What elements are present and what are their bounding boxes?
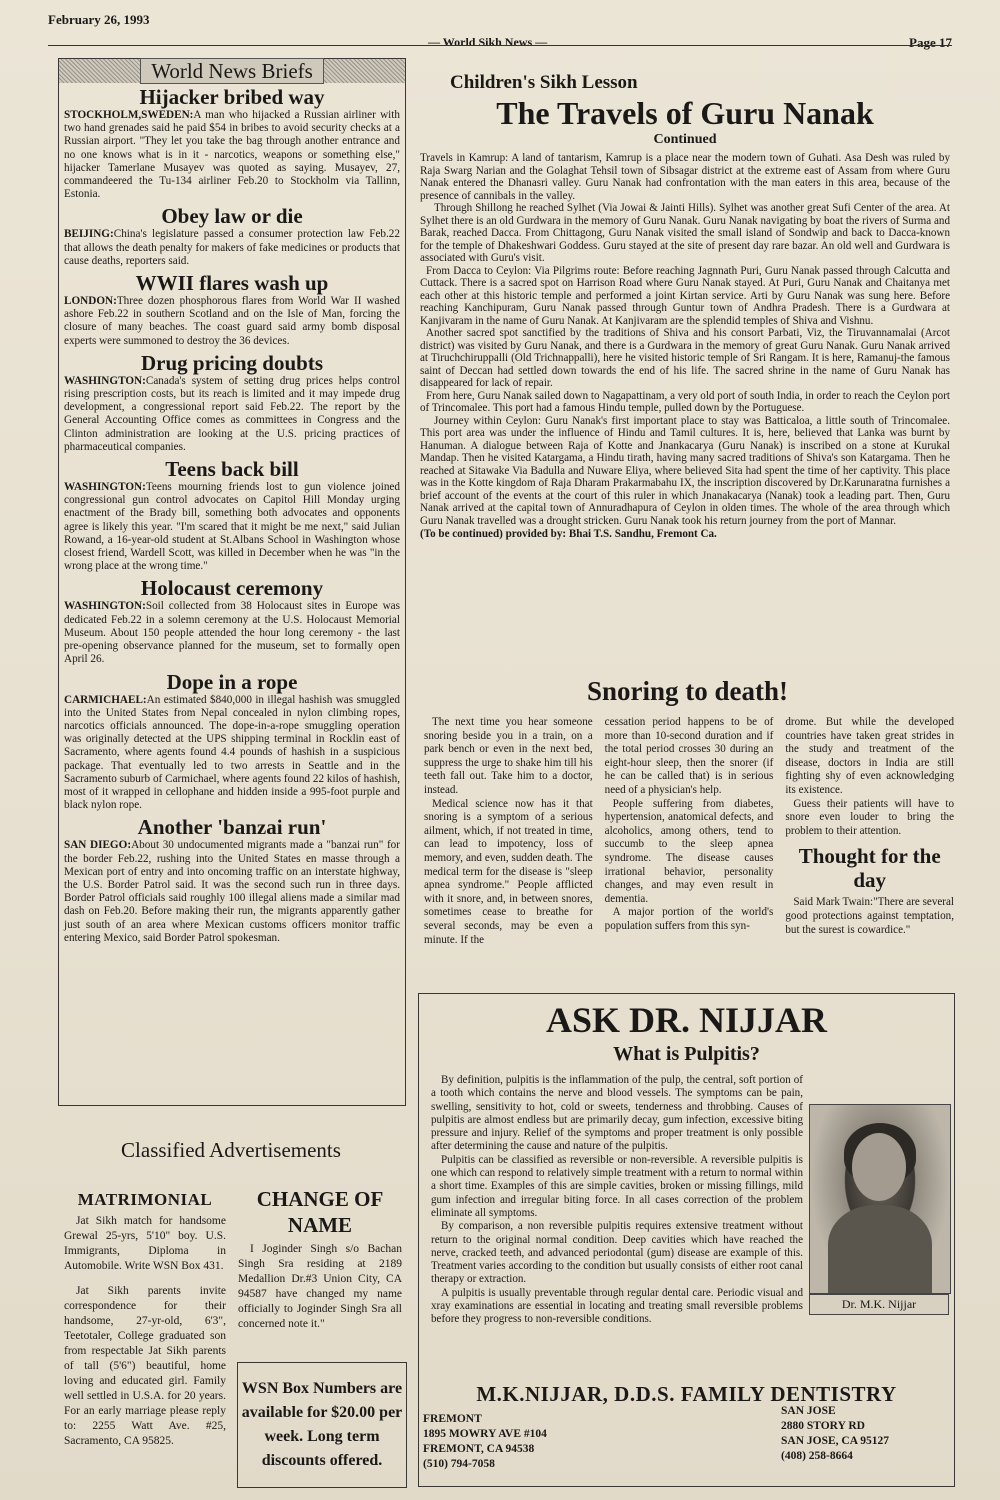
ask-dr-nijjar-box xyxy=(418,993,955,1487)
issue-date: February 26, 1993 xyxy=(48,12,150,27)
sikh-lesson-article xyxy=(420,72,950,541)
world-news-briefs-banner xyxy=(59,59,405,83)
brief-body: LONDON:Three dozen phosphorous flares from World War II washed ashore Feb.22 in southern Scotland and on the Isle of Man, forcing the closure of many beaches. The coast guard said army bomb disposal experts were summoned to destroy the 36 devices. xyxy=(64,295,400,347)
world-news-briefs-box xyxy=(58,58,406,1106)
snoring-article xyxy=(424,716,954,947)
brief-headline: Another 'banzai run' xyxy=(137,815,327,840)
brief-headline: Drug pricing doubts xyxy=(140,350,324,375)
masthead xyxy=(48,10,952,50)
thought-for-the-day-heading: Thought for the day xyxy=(798,844,941,893)
lesson-paragraph: Another sacred spot sanctified by the traditions of Shiva and his consort Parbati, Viz, the Tiruvannamalai (Arcot district) was visited by Guru Nanak, and there is a Gurdwara in the memory of great Guru Nanak. Guru Nanak arrived at Tiruchchiruppalli (Old Trichnappalli), here he visited historic temple of Sri Rangam. It is here, Ramanuj-the famous saint of Deccan had settled down towards the end of his life. The sacred shrine in the name of Guru Nanak has disappeared for lack of repair. xyxy=(420,327,950,389)
snoring-paragraph: drome. But while the developed countries have taken great strides in the study and treatment of the disease, doctors in India are still fighting shy of even acknowledging its existence. xyxy=(785,716,955,796)
lesson-paragraph: From Dacca to Ceylon: Via Pilgrims route: Before reaching Jagnnath Puri, Guru Nanak passed through Calcutta and Cuttack. There is a sacred spot on Harrison Road where Guru Nanak stayed. At Puri, Guru Nanak and Chaitanya met each other at this historic temple and performed a joint Kirtan service. Arti by Guru Nanak was sung here. Before reaching Kanchipuram, Guru Nanak passed through Guntur town of Andhra Pradesh. There is a Gurdwara at Kanjivaram in the name of Guru Nanak. At Kanjivaram are the splendid temples of Shiva and Vishnu. xyxy=(420,264,950,327)
brief-headline: Holocaust ceremony xyxy=(140,576,324,601)
fremont-address: FREMONT 1895 MOWRY AVE #104 FREMONT, CA 94538 (510) 794-7058 xyxy=(423,1413,547,1470)
dr-nijjar-paragraph: Pulpitis can be classified as reversible or non-reversible. A reversible pulpitis is one which can respond to relatively simple treatment with a return to normal within a short time. Examples of this are simple cavities, broken or missing fillings, mild gum infection and irregular biting force. In all cases correction of the problem eliminate all symptoms. xyxy=(431,1153,803,1219)
brief-headline: Teens back bill xyxy=(165,457,299,482)
classified-ad: Jat Sikh match for handsome Grewal 25-yrs, 5'10" boy. U.S. Immigrants, Diploma in Automobile. Write WSN Box 431. xyxy=(64,1215,226,1272)
lesson-paragraph: Through Shillong he reached Sylhet (Via Jowai & Jainti Hills). Sylhet was another great Sufi Center of the area. At Sylhet there is an old Gurdwara in the memory of Guru Nanak. Guru Nanak navigating by boat the rivers of Surma and Barak, reached Dacca. From Chittagong, Guru Nanak visited the small island of Sondwip and back to Dacca-known for the temple of Dhakeshwari Goddess. Guru stayed at the site of present day rare bazar. An old well and Gurdwara is associated with Guru's visit. xyxy=(420,202,950,264)
dr-nijjar-paragraph: A pulpitis is usually preventable through regular dental care. Periodic visual and xray examinations are essential in locating and treating small reversible problems before they progress to non-reversible conditions. xyxy=(431,1286,803,1326)
publication-name: — World Sikh News — xyxy=(428,35,548,49)
dentistry-name: M.K.NIJJAR, D.D.S. FAMILY DENTISTRY xyxy=(476,1382,897,1406)
brief-body: WASHINGTON:Soil collected from 38 Holocaust sites in Europe was dedicated Feb.22 in a solemn ceremony at the U.S. Holocaust Memorial Museum. About 150 people attended the hour long ceremony - the last pre-opening observance planned for the museum, set to formally open April 26. xyxy=(64,600,400,666)
snoring-headline: Snoring to death! xyxy=(586,676,789,706)
brief-body: WASHINGTON:Teens mourning friends lost to gun violence joined congressional gun control advocates on Capitol Hill Monday urging enactment of the Brady bill, something both advocates and opponents agree is likely this year. "I'm scared that it might be me next," said Julian Rowand, a 16-year-old student at St.Albans School in Washington whose closest friend, Wardell Scott, was killed in December when he was "in the wrong place at the wrong time." xyxy=(64,481,400,573)
snoring-paragraph: A major portion of the world's population suffers from this syn- xyxy=(604,906,774,932)
snoring-paragraph: Medical science now has it that snoring is a symptom of a serious ailment, which, if not treated in time, can lead to impotency, loss of memory, and even, sudden death. The medical term for the disease is "sleep apnea syndrome." People afflicted with it snore, and, in between snores, sometimes cease to breathe for several seconds, may be even a minute. If the xyxy=(424,797,593,946)
lesson-continued: Continued xyxy=(653,132,717,147)
matrimonial-column xyxy=(64,1190,226,1449)
brief-headline: Hijacker bribed way xyxy=(139,85,325,109)
lesson-kicker: Children's Sikh Lesson xyxy=(450,72,638,93)
classifieds-title: Classified Advertisements xyxy=(121,1138,341,1162)
snoring-paragraph: Guess their patients will have to snore even louder to bring the problem to their attention. xyxy=(785,797,955,837)
dr-nijjar-photo-block xyxy=(809,1104,949,1315)
dr-nijjar-paragraph: By definition, pulpitis is the inflammation of the pulp, the central, soft portion of a tooth which contains the nerve and blood vessels. The symptoms can be pain, swelling, sensitivity to hot, cold or sweets, tenderness and throbbing. Causes of pulpitis are almost endless but are primarily decay, gum infection, excessive biting pressure and injury. Relief of the symptoms and proper treatment is only possible after determining the cause and nature of the pulpitis. xyxy=(431,1074,803,1153)
lesson-paragraph: Journey within Ceylon: Guru Nanak's first important place to stay was Batticaloa, a little south of Trincomalee. This port area was under the influence of Hindu and Tamil cultures. It is, here, believed that Lanka was burnt by Hanuman. A dialogue between Raja of Kotte and Jnankacarya (Guru Nanak) is inscribed on a stone at Kurukal Mandap. Then he visited Katargama, a Hindu tirath, having many sacred traditions of Shiva's son Katargama. Then he reached at Sitawake Via Badulla and Nuware Eliya, where believed Sita had spent the time of her captivity. This place was in the Kotte kingdom of Raja Dharam Prakarmabahu IX, the inscription discovered by Dr.Karunaratna furnishes a brief account of the events at the court of this ruler in which Jnanakacarya (Nanak) took a leading part. Then, Guru Nanak arrived at the capital town of Annuradhapura of Ceylon in olden times. The whole of the area through which Guru Nanak travelled was a drought stricken. Guru Nanak took his return journey from the port of Mannar. xyxy=(420,414,950,527)
thought-for-the-day-text: Said Mark Twain:"There are several good protections against temptation, but the surest is cowardice." xyxy=(785,896,955,936)
change-of-name-column xyxy=(238,1186,402,1332)
brief-headline: WWII flares wash up xyxy=(135,271,329,296)
classified-ad: I Joginder Singh s/o Bachan Singh Sra residing at 2189 Medallion Dr.#3 Union City, CA 94587 have changed my name officially to Joginder Singh Sra all concerned note it." xyxy=(238,1243,402,1330)
san-jose-address: SAN JOSE 2880 STORY RD SAN JOSE, CA 95127 (408) 258-8664 xyxy=(781,1405,889,1462)
brief-body: STOCKHOLM,SWEDEN:A man who hijacked a Russian airliner with two hand grenades said he paid $54 in bribes to avoid security checks at a Russian airport. "They let you take the bag through another entrance and no one knows what is in it - narcotics, weapons or something else," hijacker Tamerlane Musayev was quoted as saying. Musayev, 27, commandeered the Tu-134 airliner Feb.20 to Stockholm via Tallinn, Estonia. xyxy=(64,109,400,201)
brief-body: WASHINGTON:Canada's system of setting drug prices helps control rising prescription costs, but its reach is limited and it may impede drug development, a congressional report said Feb.22. The report by the General Accounting Office comes as committees in Congress and the Clinton administration are looking at the U.S. pricing practices of pharmaceutical companies. xyxy=(64,374,400,453)
dr-nijjar-question: What is Pulpitis? xyxy=(613,1043,760,1065)
lesson-paragraph: From here, Guru Nanak sailed down to Nagapattinam, a very old port of south India, in order to reach the Ceylon port of Trincomalee. This port had a famous Hindu temple, pulled down by the Portuguese. xyxy=(420,389,950,414)
snoring-paragraph: People suffering from diabetes, hypertension, anatomical defects, and alcoholics, among others, tend to succumb to the sleep apnea syndrome. The disease causes irrational behavior, personality changes, and may even result in dementia. xyxy=(604,797,774,905)
change-of-name-heading: CHANGE OF NAME xyxy=(256,1187,384,1237)
lesson-paragraph: Travels in Kamrup: A land of tantarism, Kamrup is a place near the modern town of Guhati. Asa Desh was ruled by Raja Swarg Narian and the Golaghat Tehsil town of Sibsagar district at the extreme east of Assam from where Guru Nanak entered the Dhanasri valley. Guru Nanak had confrontation with the man eaters in this area, because of the presence of cannibals in the valley. xyxy=(420,152,950,202)
wsn-box-numbers-ad xyxy=(237,1362,407,1488)
masthead-rule xyxy=(48,45,952,46)
dr-nijjar-title: ASK DR. NIJJAR xyxy=(545,1000,828,1040)
brief-headline: Obey law or die xyxy=(161,204,303,229)
page-number: Page 17 xyxy=(909,35,952,50)
classified-ad: Jat Sikh parents invite correspondence for their handsome, 27-yr-old, 6'3", Teetotaler, College graduated son from respectable Jat Sikh parents of tall (5'6") beautiful, home loving and educated girl. Family well settled in U.S.A. for 20 years. For an early marriage please reply to: 2255 Watt Ave. #25, Sacramento, CA 95825. xyxy=(64,1285,226,1447)
brief-body: CARMICHAEL:An estimated $840,000 in illegal hashish was smuggled into the United States from Nepal concealed in nylon climbing ropes, narcotics officials announced. The dope-in-a-rope smuggling operation was originally detected at the UPS shipping terminal in Rocklin east of Sacramento, where agents found 4.4 pounds of hashish in a suspicious package. That eventually led to two arrests in Seattle and in the Sacramento suburb of Carmichael, where agents found 22 kilos of hashish, most of it wrapped in cellophane and hidden inside a 995-foot purple and black nylon rope. xyxy=(64,693,400,812)
snoring-paragraph: cessation period happens to be of more than 10-second duration and if the total period crosses 30 during an eight-hour sleep, then the snorer (if he can be called that) is in serious need of a physician's help. xyxy=(604,716,774,796)
dr-nijjar-paragraph: By comparison, a non reversible pulpitis requires extensive treatment without return to the original normal condition. Deep cavities which have reached the nerve, cracked teeth, and advanced periodontal (gum) disease are example of this. Treatment varies according to the condition but usually consists of either root canal therapy or extraction. xyxy=(431,1220,803,1286)
brief-headline: Dope in a rope xyxy=(166,669,298,694)
lesson-credit: (To be continued) provided by: Bhai T.S. Sandhu, Fremont Ca. xyxy=(420,528,717,540)
wsn-box-numbers-text: WSN Box Numbers are available for $20.00 per week. Long term discounts offered. xyxy=(241,1380,403,1469)
snoring-paragraph: The next time you hear someone snoring beside you in a train, on a park bench or even in the next bed, suppress the urge to shake him till his teeth fall out. Take him to a doctor, instead. xyxy=(424,716,593,796)
brief-body: BEIJING:China's legislature passed a consumer protection law Feb.22 that allows the death penalty for makers of fake medicines or products that cause deaths, reporters said. xyxy=(64,228,400,267)
dr-nijjar-photo-caption: Dr. M.K. Nijjar xyxy=(809,1294,949,1315)
brief-body: SAN DIEGO:About 30 undocumented migrants made a "banzai run" for the border Feb.22, rushing into the United States en masse through a Mexican port of entry and into oncoming traffic on an interstate highway, the U.S. Border Patrol said. It was the second such run in three days. Border Patrol officials said roughly 100 illegal aliens made a similar mad dash on Feb.20. Before making their run, the migrants apparently gather just south of an area where Mexican customs officers monitor traffic entering Mexico, said Border Patrol spokesman. xyxy=(64,839,401,944)
world-news-briefs-title: World News Briefs xyxy=(140,58,324,84)
dr-nijjar-photo xyxy=(809,1104,951,1294)
matrimonial-heading: MATRIMONIAL xyxy=(77,1190,213,1209)
lesson-title: The Travels of Guru Nanak xyxy=(496,95,874,131)
